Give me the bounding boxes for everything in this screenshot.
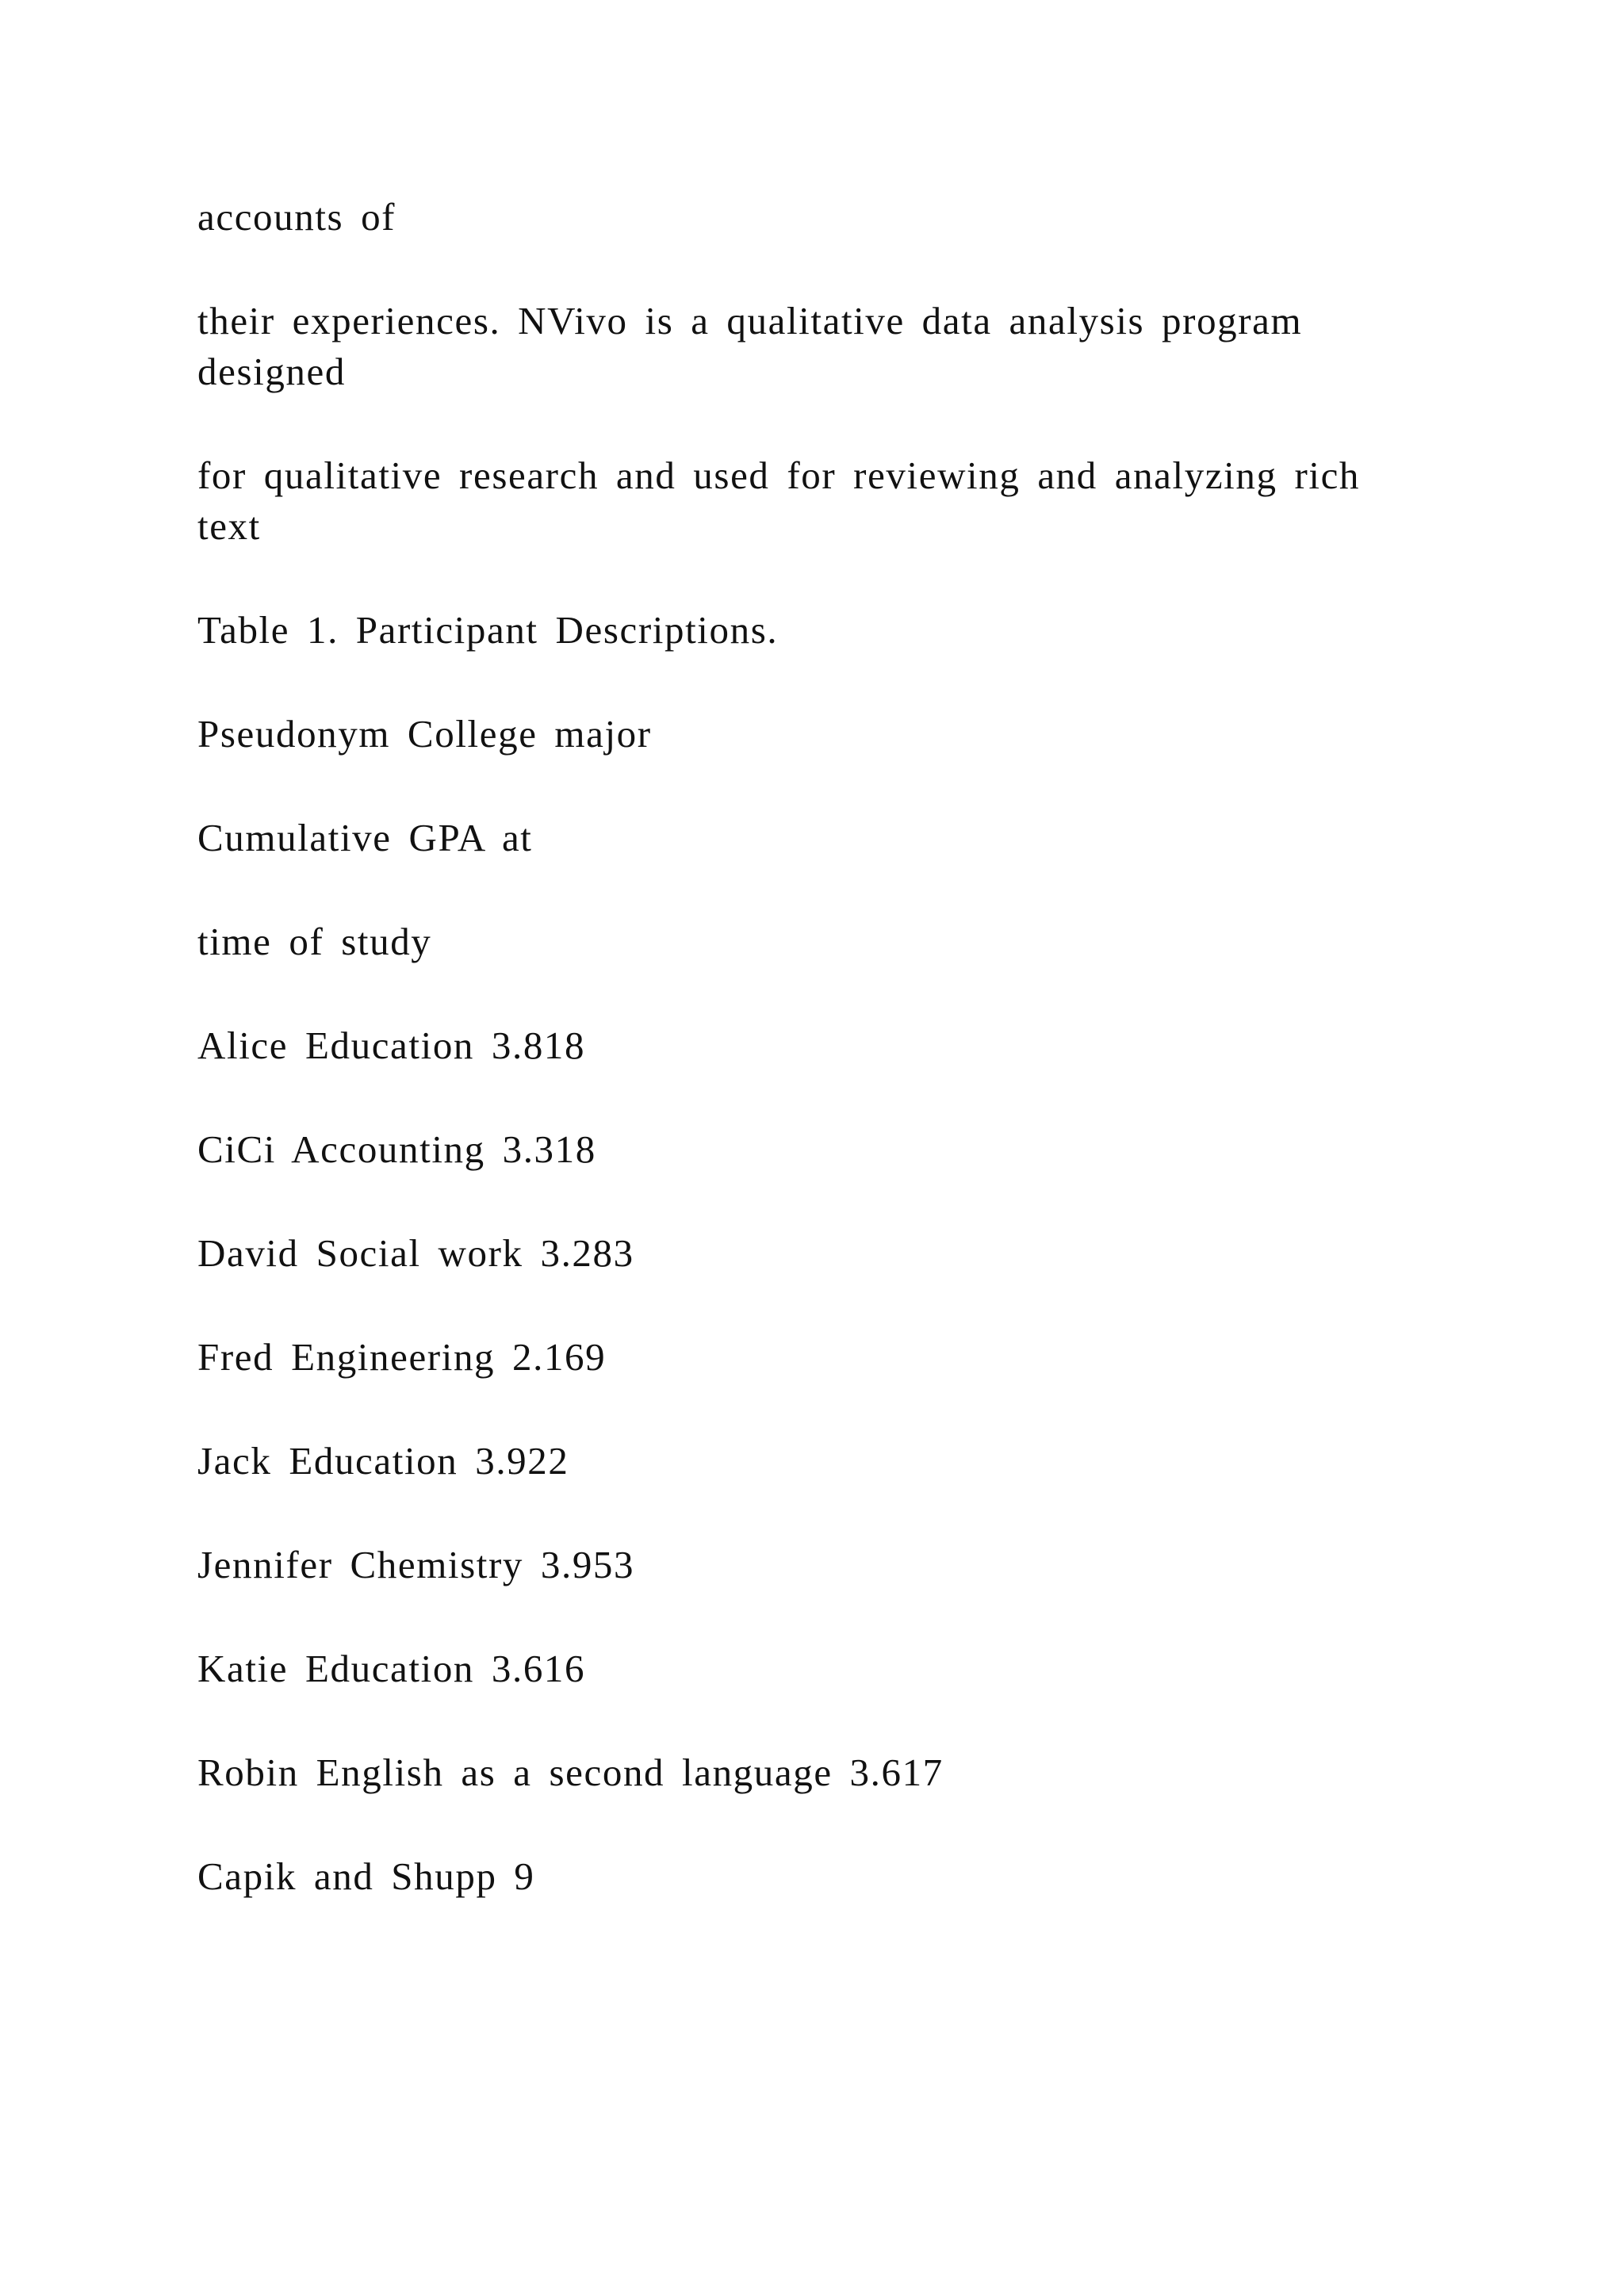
table-row: David Social work 3.283 [197, 1231, 634, 1275]
document-body [197, 192, 1434, 1955]
table-caption: Table 1. Participant Descriptions. [197, 608, 779, 652]
table-row: Jack Education 3.922 [197, 1439, 569, 1483]
running-footer: Capik and Shupp 9 [197, 1854, 535, 1898]
table-row: Alice Education 3.818 [197, 1024, 586, 1067]
table-header-line: Cumulative GPA at [197, 816, 533, 859]
table-row: Jennifer Chemistry 3.953 [197, 1543, 635, 1586]
body-text-paragraph: for qualitative research and used for reviewing and analyzing rich text [197, 453, 1361, 548]
table-row: Robin English as a second language 3.617 [197, 1751, 944, 1794]
body-text-paragraph: their experiences. NVivo is a qualitative data analysis program designed [197, 299, 1303, 393]
table-header-line: Pseudonym College major [197, 712, 652, 756]
table-row: Katie Education 3.616 [197, 1647, 586, 1690]
table-row: CiCi Accounting 3.318 [197, 1127, 596, 1171]
table-header-line: time of study [197, 920, 432, 963]
body-text-fragment: accounts of [197, 195, 396, 239]
table-row: Fred Engineering 2.169 [197, 1335, 607, 1379]
